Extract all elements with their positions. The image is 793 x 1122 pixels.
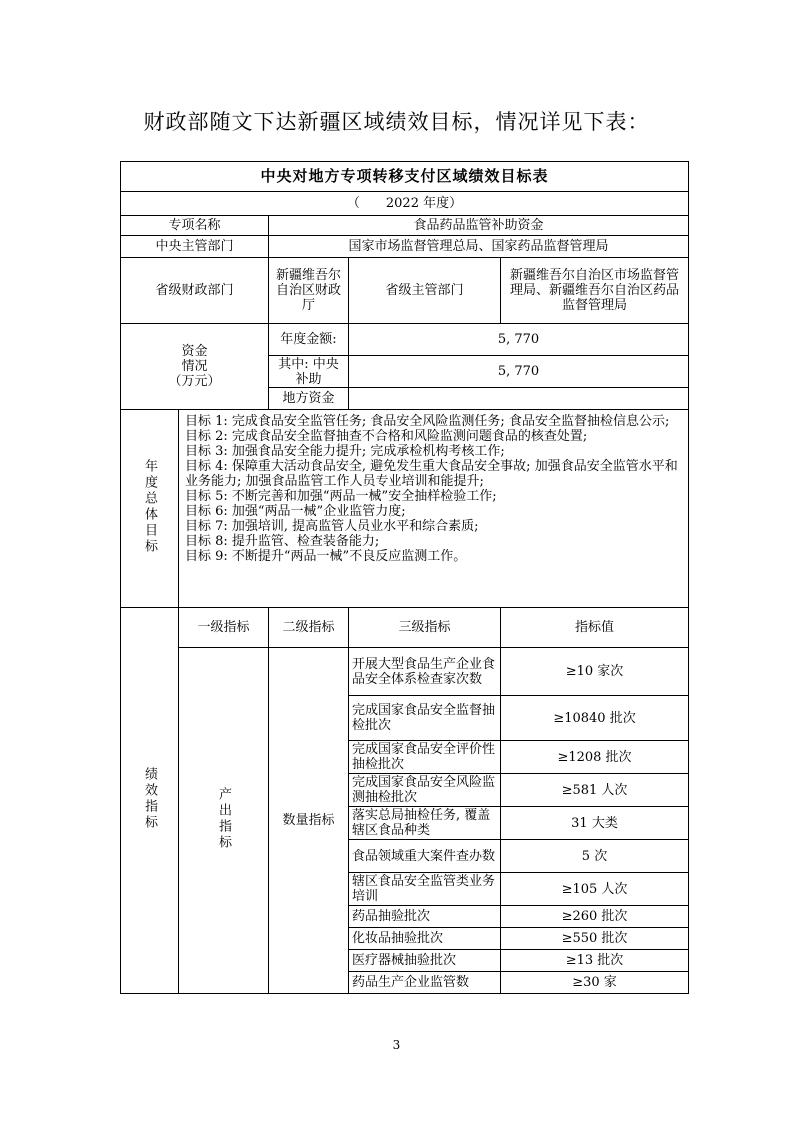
table-year: （ 2022 年度） (121, 192, 689, 216)
prov-dept-label: 省级主管部门 (349, 258, 501, 324)
page-number: 3 (392, 1038, 401, 1052)
prov-dept-value: 新疆维吾尔自治区市场监督管理局、新疆维吾尔自治区药品监督管理局 (501, 258, 689, 324)
performance-indicators-label: 绩效指标 (121, 608, 179, 994)
indicator-value: ≥10 家次 (501, 648, 689, 696)
table-title: 中央对地方专项转移支付区域绩效目标表 (121, 162, 689, 192)
indicator-value: ≥550 批次 (501, 928, 689, 950)
central-subsidy-value: 5, 770 (349, 356, 689, 388)
indicator-name: 食品领域重大案件查办数 (349, 840, 501, 873)
goal-item: 目标 1: 完成食品安全监管任务; 食品安全风险监测任务; 食品安全监督抽检信息公示; (185, 414, 670, 429)
project-name-value: 食品药品监管补助资金 (269, 216, 689, 236)
annual-goals-label: 年度总体目标 (121, 410, 179, 608)
goal-item: 目标 6: 加强“两品一械”企业监管力度; (185, 504, 406, 519)
header-level1: 一级指标 (179, 608, 269, 648)
indicator-name: 医疗器械抽验批次 (349, 950, 501, 972)
local-funds-value (349, 388, 689, 410)
annual-amount-label: 年度金额: (269, 324, 349, 356)
performance-goal-table (120, 161, 689, 994)
goal-item: 目标 4: 保障重大活动食品安全, 避免发生重大食品安全事故; 加强食品安全监管水平和业务能力; 加强食品监管工作人员专业培训和能提升; (185, 459, 678, 489)
indicator-name: 完成国家食品安全评价性抽检批次 (349, 741, 501, 774)
funds-label-line-2: 情况 (181, 359, 208, 374)
central-dept-value: 国家市场监督管理总局、国家药品监督管理局 (269, 236, 689, 258)
funds-label (121, 324, 269, 410)
indicator-value: ≥260 批次 (501, 906, 689, 928)
indicator-name: 完成国家食品安全监督抽检批次 (349, 696, 501, 741)
indicator-name: 化妆品抽验批次 (349, 928, 501, 950)
indicator-name: 药品抽验批次 (349, 906, 501, 928)
indicator-name: 完成国家食品安全风险监测抽检批次 (349, 774, 501, 807)
goal-item: 目标 8: 提升监管、检查装备能力; (185, 534, 380, 549)
indicator-value: 31 大类 (501, 807, 689, 840)
funds-label-line-1: 资金 (181, 344, 208, 359)
intro-text: 财政部随文下达新疆区域绩效目标，情况详见下表： (143, 110, 650, 134)
annual-goals-list (179, 410, 689, 608)
header-value: 指标值 (501, 608, 689, 648)
goal-item: 目标 3: 加强食品安全能力提升; 完成承检机构考核工作; (185, 444, 505, 459)
annual-amount-value: 5, 770 (349, 324, 689, 356)
indicator-value: ≥13 批次 (501, 950, 689, 972)
indicator-value: ≥581 人次 (501, 774, 689, 807)
indicator-value: ≥1208 批次 (501, 741, 689, 774)
indicator-value: ≥30 家 (501, 972, 689, 994)
funds-label-line-3: （万元） (168, 374, 221, 389)
central-dept-label: 中央主管部门 (121, 236, 269, 258)
goal-item: 目标 5: 不断完善和加强“两品一械”安全抽样检验工作; (185, 489, 497, 504)
local-funds-label: 地方资金 (269, 388, 349, 410)
header-level3: 三级指标 (349, 608, 501, 648)
indicator-name: 辖区食品安全监管类业务培训 (349, 873, 501, 906)
indicator-value: 5 次 (501, 840, 689, 873)
level2-quantity: 数量指标 (269, 648, 349, 994)
indicator-value: ≥10840 批次 (501, 696, 689, 741)
goal-item: 目标 7: 加强培训, 提高监管人员业水平和综合素质; (185, 519, 479, 534)
header-level2: 二级指标 (269, 608, 349, 648)
goal-item: 目标 9: 不断提升“两品一械”不良反应监测工作。 (185, 549, 467, 564)
indicator-value: ≥105 人次 (501, 873, 689, 906)
prov-finance-label: 省级财政部门 (121, 258, 269, 324)
goal-item: 目标 2: 完成食品安全监督抽查不合格和风险监测问题食品的核查处置; (185, 429, 588, 444)
prov-finance-value: 新疆维吾尔自治区财政厅 (269, 258, 349, 324)
central-subsidy-label: 其中: 中央补助 (269, 356, 349, 388)
level1-output: 产出指标 (179, 648, 269, 994)
project-name-label: 专项名称 (121, 216, 269, 236)
indicator-name: 开展大型食品生产企业食品安全体系检查家次数 (349, 648, 501, 696)
indicator-name: 落实总局抽检任务, 覆盖辖区食品种类 (349, 807, 501, 840)
indicator-name: 药品生产企业监管数 (349, 972, 501, 994)
